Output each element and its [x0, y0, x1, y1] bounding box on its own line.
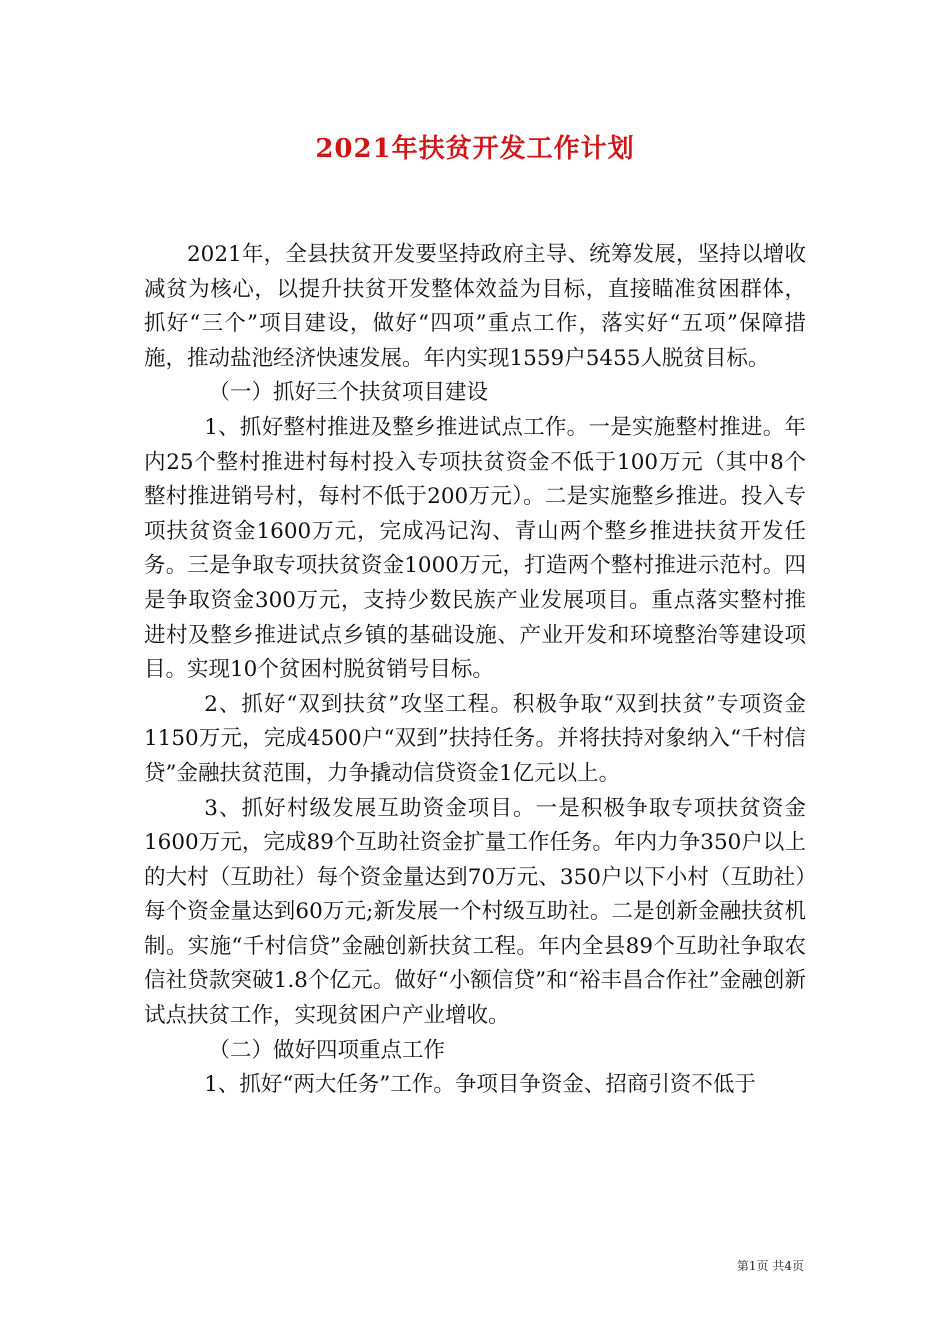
item-paragraph-1-3: 3、抓好村级发展互助资金项目。一是积极争取专项扶贫资金1600万元，完成89个互助社资金扩量工作任务。年内力争350户以上的大村（互助社）每个资金量达到70万元、350户以下小村（互助社）每个资金量达到60万元;新发展一个村级互助社。二是创新金融扶贫机制。实施“千村信贷”金融创新扶贫工程。年内全县89个互助社争取农信社贷款突破1.8个亿元。做好“小额信贷”和“裕丰昌合作社”金融创新试点扶贫工作，实现贫困户产业增收。 [144, 795, 806, 1029]
document-title: 2021年扶贫开发工作计划 [315, 134, 635, 164]
section-heading-1: （一）抓好三个扶贫项目建设 [208, 380, 489, 406]
item-paragraph-1-1: 1、抓好整村推进及整乡推进试点工作。一是实施整村推进。年内25个整村推进村每村投入专项扶贫资金不低于100万元（其中8个整村推进销号村，每村不低于200万元）。二是实施整乡推进。投入专项扶贫资金1600万元，完成冯记沟、青山两个整乡推进扶贫开发任务。三是争取专项扶贫资金1000万元，打造两个整村推进示范村。四是争取资金300万元，支持少数民族产业发展项目。重点落实整村推进村及整乡推进试点乡镇的基础设施、产业开发和环境整治等建设项目。实现10个贫困村脱贫销号目标。 [144, 414, 806, 683]
item-paragraph-1-2: 2、抓好“双到扶贫”攻坚工程。积极争取“双到扶贫”专项资金1150万元，完成4500户“双到”扶持任务。并将扶持对象纳入“千村信贷”金融扶贫范围，力争撬动信贷资金1亿元以上。 [144, 691, 806, 786]
item-paragraph-2-1: 1、抓好“两大任务”工作。争项目争资金、招商引资不低于 [204, 1072, 756, 1098]
document-body [144, 238, 806, 1103]
section-heading-2: （二）做好四项重点工作 [208, 1037, 446, 1063]
intro-paragraph: 2021年，全县扶贫开发要坚持政府主导、统筹发展，坚持以增收减贫为核心，以提升扶贫开发整体效益为目标，直接瞄准贫困群体，抓好“三个”项目建设，做好“四项”重点工作，落实好“五项”保障措施，推动盐池经济快速发展。年内实现1559户5455人脱贫目标。 [144, 242, 806, 371]
page-number-footer: 第1页 共4页 [736, 1259, 804, 1273]
